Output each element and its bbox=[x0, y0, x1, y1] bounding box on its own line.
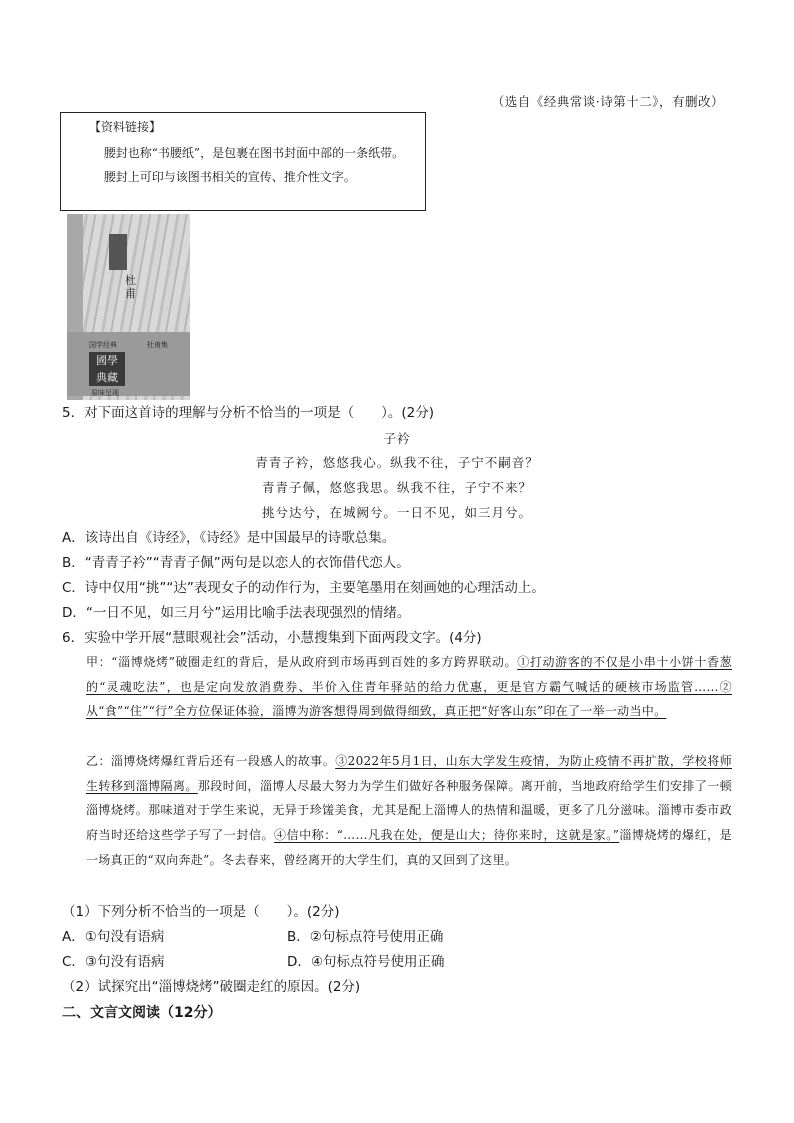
band-right-text: 杜甫集 bbox=[147, 341, 168, 349]
yi-sentence-4: ④信中称：“……凡我在处，便是山大；待你来时，这就是家。” bbox=[274, 828, 620, 843]
poem-line-3: 挑兮达兮，在城阙兮。一日不见，如三月兮。 bbox=[261, 505, 532, 520]
q6-sub1: （1）下列分析不恰当的一项是（ ）。(2分) bbox=[62, 904, 340, 920]
q5-stem: 5．对下面这首诗的理解与分析不恰当的一项是（ ）。(2分) bbox=[62, 405, 434, 421]
material-link-paragraph-2: 腰封上可印与该图书相关的宣传、推介性文字。 bbox=[103, 170, 356, 184]
source-note: （选自《经典常谈·诗第十二》，有删改） bbox=[491, 94, 724, 109]
cover-title-block bbox=[109, 234, 127, 270]
q5-option-a: A．该诗出自《诗经》，《诗经》是中国最早的诗歌总集。 bbox=[62, 530, 396, 546]
seal-line-1: 國學 bbox=[96, 354, 118, 367]
cover-seal bbox=[89, 352, 125, 386]
sub1-option-c: C．③句没有语病 bbox=[62, 954, 165, 970]
yi-tail: 淄博烧烤的爆红，是一场真正的“双向奔赴”。冬去春来，曾经离开的大学生们，真的又回到了这里。 bbox=[86, 828, 732, 867]
q5-option-d: D．“一日不见，如三月兮”运用比喻手法表现强烈的情绪。 bbox=[62, 605, 411, 621]
q5-option-b: B．“青青子衿”“青青子佩”两句是以恋人的衣饰借代恋人。 bbox=[62, 555, 410, 571]
jia-lead: 甲：“淄博烧烤”破圈走红的背后，是从政府到市场再到百姓的多方跨界联动。 bbox=[86, 655, 518, 669]
q6-sub2: （2）试探究出“淄博烧烤”破圈走红的原因。(2分) bbox=[62, 979, 361, 995]
yi-sentence-3: ③2022年5月1日，山东大学发生疫情，为防止疫情不再扩散，学校将师生转移到淄博隔离。 bbox=[86, 754, 732, 793]
material-link-paragraph-1: 腰封也称“书腰纸”，是包裹在图书封面中部的一条纸带。 bbox=[103, 146, 405, 160]
passage-yi bbox=[62, 749, 732, 873]
band-left-text: 国学经典 bbox=[89, 341, 117, 349]
jia-sentence-1: ①打动游客的不仅是小串十小饼十香葱的“灵魂吃法”，也是定向发放消费券、半价入住青年驿站的给力优惠，更是官方霸气喊话的硬核市场监管…… bbox=[86, 655, 732, 694]
poem-title: 子衿 bbox=[383, 431, 411, 446]
q5-option-c: C．诗中仅用“挑”“达”表现女子的动作行为，主要笔墨用在刻画她的心理活动上。 bbox=[62, 580, 545, 596]
material-link-title: 【资料链接】 bbox=[89, 120, 162, 134]
section-title: 二、文言文阅读（12分） bbox=[62, 1005, 222, 1021]
sub1-option-d: D．④句标点符号使用正确 bbox=[287, 954, 445, 970]
book-cover-image bbox=[67, 214, 190, 400]
yi-middle: 那段时间，淄博人尽最大努力为学生们做好各种服务保障。离开前，当地政府给学生们安排了一顿淄博烧烤。那味道对于学生来说，无异于珍馐美食，尤其是配上淄博人的热情和温暖，更多了几分滋味。淄博市委市政府当时还给这些学子写了一封信。 bbox=[86, 778, 733, 843]
q6-stem: 6．实验中学开展“慧眼观社会”活动，小慧搜集到下面两段文字。(4分) bbox=[62, 630, 482, 646]
yi-lead: 乙：淄博烧烤爆红背后还有一段感人的故事。 bbox=[86, 754, 336, 768]
band-bottom-text: 原味呈现 bbox=[91, 389, 119, 397]
passage-jia bbox=[62, 650, 732, 724]
poem-line-1: 青青子衿，悠悠我心。纵我不往，子宁不嗣音？ bbox=[255, 455, 539, 470]
seal-line-2: 典藏 bbox=[96, 371, 118, 384]
poem-line-2: 青青子佩，悠悠我思。纵我不往，子宁不来？ bbox=[261, 480, 532, 495]
cover-author: 杜甫 bbox=[125, 274, 136, 300]
book-waistband bbox=[67, 332, 190, 396]
jia-sentence-2: ②从“食”“住”“行”全方位保证体验，淄博为游客想得周到做得细致，真正把“好客山东”印在了一举一动当中。 bbox=[86, 679, 732, 719]
sub1-option-b: B．②句标点符号使用正确 bbox=[287, 929, 444, 945]
material-link-box bbox=[60, 112, 426, 211]
sub1-option-a: A．①句没有语病 bbox=[62, 929, 165, 945]
